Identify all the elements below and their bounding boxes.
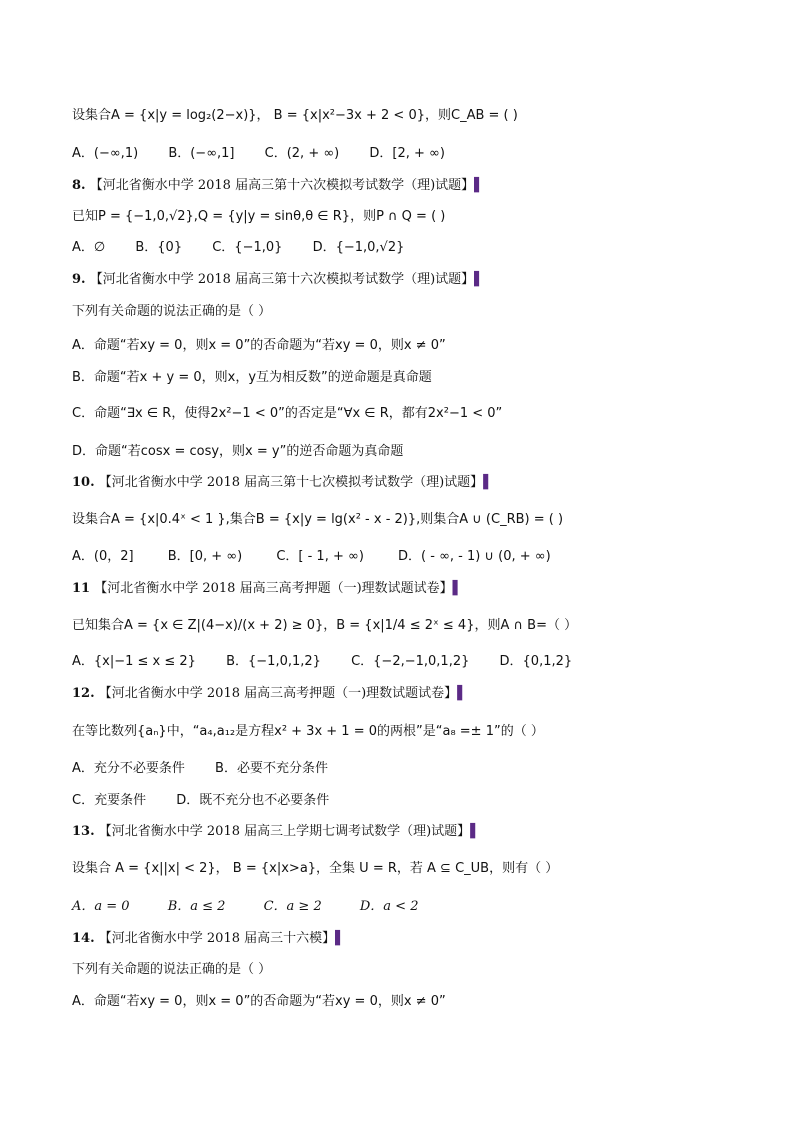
question-header: 12. 【河北省衡水中学 2018 届高三高考押题（一)理数试题试卷】▌ [72,686,468,701]
question-source: 【河北省衡水中学 2018 届高三高考押题（一)理数试题试卷】 [94,581,453,596]
option-a: A．命题“若xy = 0，则x = 0”的否命题为“若xy = 0，则x ≠ 0” [72,994,446,1009]
question-header: 8. 【河北省衡水中学 2018 届高三第十六次模拟考试数学（理)试题】▌ [72,178,485,193]
option-a: A．∅ [72,240,106,255]
option-c: C．命题“∃x ∈ R，使得2x²−1 < 0”的否定是“∀x ∈ R，都有2x²−1 < 0” [72,406,503,421]
question-source: 【河北省衡水中学 2018 届高三第十六次模拟考试数学（理)试题】 [89,178,475,193]
question-stem: 在等比数列{aₙ}中，“a₄,a₁₂是方程x² + 3x + 1 = 0的两根”是“a₈ =± 1”的（ ） [72,724,544,739]
option-c: C．(2, + ∞) [264,146,340,161]
option-b: B．[0, + ∞) [167,549,243,564]
option-d: D．既不充分也不必要条件 [176,793,330,808]
options-row [72,791,355,811]
question-stem: 设集合A = {x|y = log₂(2−x)}， B = {x|x²−3x + 2 < 0}，则C_AB = ( ) [72,108,518,123]
option-c: C．充要条件 [72,793,147,808]
question-header: 10. 【河北省衡水中学 2018 届高三第十七次模拟考试数学（理)试题】▌ [72,475,494,490]
option-b: B．命题“若x + y = 0，则x，y互为相反数”的逆命题是真命题 [72,370,432,385]
options-row [72,144,471,164]
option-d: D．[2, + ∞) [369,146,445,161]
option-a: A．{x|−1 ≤ x ≤ 2} [72,654,196,669]
question-number: 9. [72,272,86,287]
question-stem: 下列有关命题的说法正确的是（ ） [72,304,272,319]
question-number: 14. [72,931,95,946]
question-stem: 设集合A = {x|0.4ˣ < 1 },集合B = {x|y = lg(x² - x - 2)},则集合A ∪ (C_RB) = ( ) [72,512,564,527]
options-row [72,759,354,779]
option-b: B．{−1,0,1,2} [226,654,321,669]
question-number: 11 [72,581,91,596]
option-a: A．充分不必要条件 [72,761,185,776]
options-row [72,652,598,672]
option-c: C．[ - 1, + ∞) [276,549,364,564]
question-number: 8. [72,178,86,193]
options-row [72,238,430,258]
option-a: A．命题“若xy = 0，则x = 0”的否命题为“若xy = 0，则x ≠ 0” [72,338,446,353]
question-stem: 下列有关命题的说法正确的是（ ） [72,962,272,977]
option-c: C．{−2,−1,0,1,2} [351,654,470,669]
options-row [72,547,577,567]
options-row [72,897,444,917]
question-number: 13. [72,824,95,839]
question-stem: 已知P = {−1,0,√2},Q = {y|y = sinθ,θ ∈ R}，则P ∩ Q = ( ) [72,209,446,224]
question-number: 12. [72,686,95,701]
question-header: 13. 【河北省衡水中学 2018 届高三上学期七调考试数学（理)试题】▌ [72,824,481,839]
question-source: 【河北省衡水中学 2018 届高三上学期七调考试数学（理)试题】 [98,824,471,839]
question-header: 9. 【河北省衡水中学 2018 届高三第十六次模拟考试数学（理)试题】▌ [72,272,485,287]
question-stem: 设集合 A = {x||x| < 2}， B = {x|x>a}，全集 U = R，若 A ⊆ C_UB，则有（ ） [72,861,559,876]
option-d: D．( - ∞, - 1) ∪ (0, + ∞) [398,549,551,564]
question-source: 【河北省衡水中学 2018 届高三第十七次模拟考试数学（理)试题】 [98,475,484,490]
question-number: 10. [72,475,95,490]
option-d: D．{−1,0,√2} [312,240,405,255]
option-d: D．命题“若cosx = cosy，则x = y”的逆否命题为真命题 [72,444,404,459]
option-b: B．(−∞,1] [168,146,235,161]
option-a: A．a = 0 [72,899,130,914]
option-a: A．(−∞,1) [72,146,139,161]
option-b: B．a ≤ 2 [167,899,226,914]
option-c: C．a ≥ 2 [263,899,322,914]
option-a: A．(0，2] [72,549,134,564]
question-header: 11 【河北省衡水中学 2018 届高三高考押题（一)理数试题试卷】▌ [72,581,463,596]
option-c: C．{−1,0} [212,240,283,255]
option-b: B．必要不充分条件 [215,761,328,776]
question-source: 【河北省衡水中学 2018 届高三高考押题（一)理数试题试卷】 [98,686,458,701]
option-d: D．a < 2 [359,899,419,914]
question-source: 【河北省衡水中学 2018 届高三第十六次模拟考试数学（理)试题】 [89,272,475,287]
option-d: D．{0,1,2} [499,654,573,669]
option-b: B．{0} [135,240,183,255]
question-source: 【河北省衡水中学 2018 届高三十六模】 [98,931,336,946]
question-header: 14. 【河北省衡水中学 2018 届高三十六模】▌ [72,931,346,946]
question-stem: 已知集合A = {x ∈ Z|(4−x)/(x + 2) ≥ 0}，B = {x|1/4 ≤ 2ˣ ≤ 4}，则A ∩ B=（ ） [72,618,578,633]
